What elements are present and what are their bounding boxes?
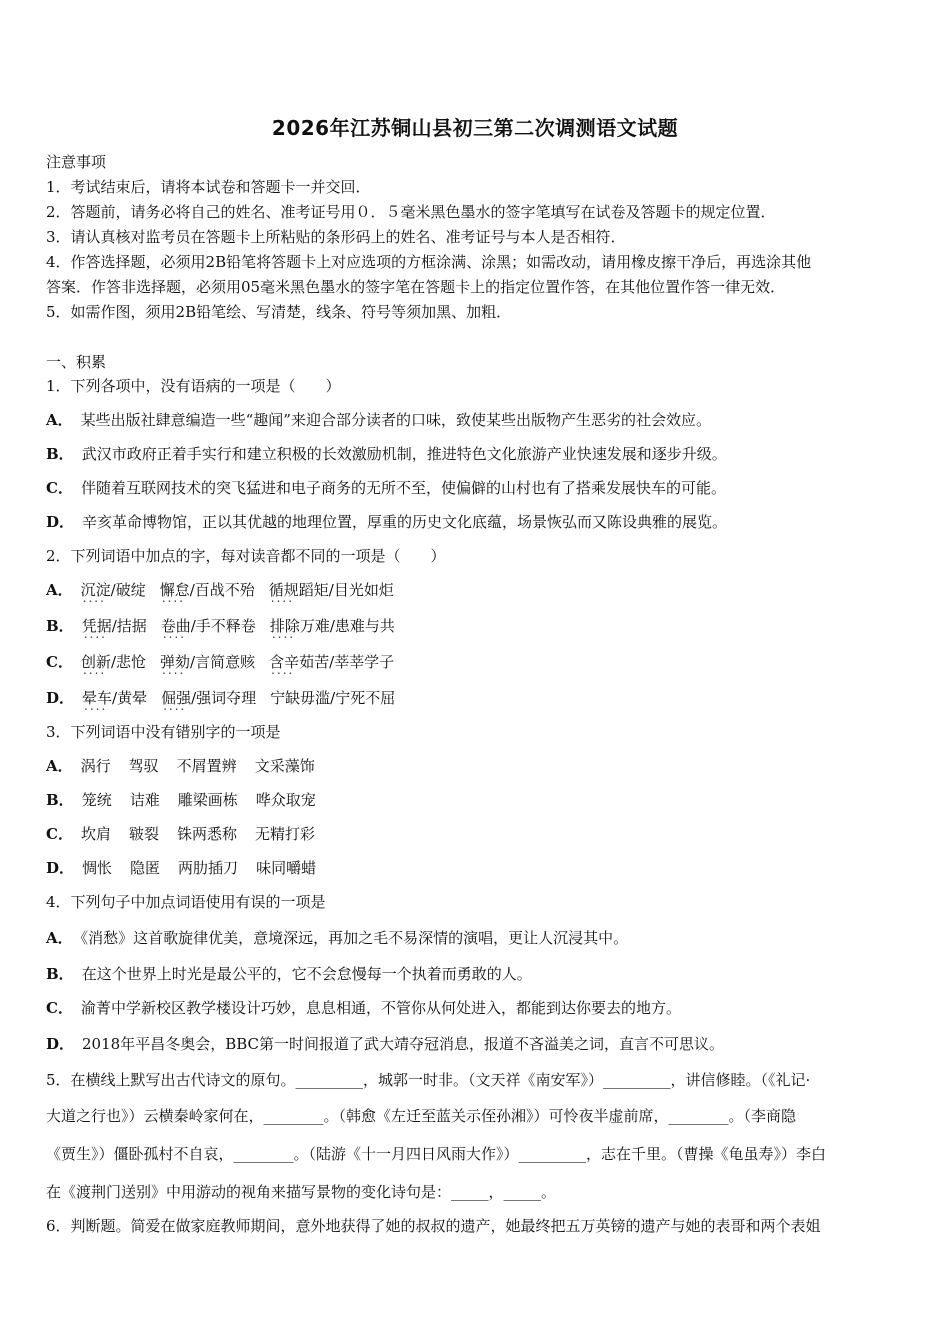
q3-option-a <box>46 756 315 776</box>
q2-option-d <box>46 688 395 708</box>
q1-option-c <box>46 478 726 498</box>
option-word: 笼统 <box>81 791 112 809</box>
q3-option-d <box>46 858 316 878</box>
option-letter: C． <box>46 653 73 671</box>
option-word: 循规蹈矩/目光如炬 .... <box>269 580 394 600</box>
question-6-stem: 6．判断题。简爱在做家庭教师期间，意外地获得了她的叔叔的遗产，她最终把五万英镑的遗产与她的表哥和两个表姐 <box>46 1217 821 1235</box>
option-word: 皲裂 <box>128 825 159 843</box>
option-letter: D． <box>46 859 75 877</box>
option-letter: B． <box>46 791 74 809</box>
question-1-stem: 1．下列各项中，没有语病的一项是（ ） <box>46 377 341 395</box>
option-word: 哗众取宠 <box>255 791 316 809</box>
option-letter: D． <box>46 1035 75 1053</box>
option-word: 卷曲/手不释卷 .... <box>161 616 256 636</box>
option-letter: C． <box>46 999 73 1017</box>
option-letter: B． <box>46 617 74 635</box>
option-word: 排除万难/患难与共 .... <box>270 616 395 636</box>
option-text: 渝菁中学新校区教学楼设计巧妙，息息相通，不管你从何处进入，都能到达你要去的地方。 <box>80 999 681 1017</box>
q3-option-b <box>46 790 316 810</box>
question-5-line: 大道之行也》）云横秦岭家何在，________。（韩愈《左迁至蓝关示侄孙湘》）可怜夜半虚前席，________。（李商隐 <box>46 1107 797 1125</box>
option-word: 含辛茹苦/莘莘学子 .... <box>269 652 394 672</box>
option-letter: A． <box>46 929 73 947</box>
option-word: 晕车/黄晕 .... <box>82 688 147 708</box>
option-word: 倔强/强词夺理 .... <box>161 688 256 708</box>
option-letter: C． <box>46 479 73 497</box>
option-word: 宁缺毋滥/宁死不屈 <box>270 689 396 707</box>
option-word: 沉淀/破绽 .... <box>81 580 146 600</box>
notice-item: 1．考试结束后，请将本试卷和答题卡一并交回． <box>46 178 371 196</box>
q4-option-b <box>46 964 532 984</box>
q4-option-c <box>46 998 681 1018</box>
q1-option-d <box>46 512 727 532</box>
option-word: 诘难 <box>129 791 160 809</box>
option-text: 伴随着互联网技术的突飞猛进和电子商务的无所不至，使偏僻的山村也有了搭乘发展快车的可能。 <box>80 479 726 497</box>
option-word: 雕梁画栋 <box>177 791 238 809</box>
option-text: 武汉市政府正着手实行和建立积极的长效激励机制，推进特色文化旅游产业快速发展和逐步升级。 <box>81 445 727 463</box>
option-word: 味同嚼蜡 <box>256 859 317 877</box>
option-letter: B． <box>46 965 74 983</box>
option-letter: D． <box>46 689 75 707</box>
option-text: 《消愁》这首歌旋律优美，意境深远，再加之毛不易深情的演唱，更让人沉浸其中。 <box>80 929 629 947</box>
q2-option-c <box>46 652 394 672</box>
option-letter: D． <box>46 513 75 531</box>
option-word: 隐匿 <box>130 859 161 877</box>
notice-item: 4．作答选择题，必须用2B铅笔将答题卡上对应选项的方框涂满、涂黑；如需改动，请用橡皮擦干净后，再选涂其他 <box>46 253 812 271</box>
question-5-line: 5．在横线上默写出古代诗文的原句。_________，城郭一时非。（文天祥《南安军》）_________，讲信修睦。（《礼记· <box>46 1071 811 1089</box>
notice-item: 3．请认真核对监考员在答题卡上所粘贴的条形码上的姓名、准考证号与本人是否相符． <box>46 228 626 246</box>
option-letter: A． <box>46 581 73 599</box>
question-4-stem: 4．下列句子中加点词语使用有误的一项是 <box>46 893 326 911</box>
option-word: 涡行 <box>80 757 111 775</box>
option-word: 驾驭 <box>128 757 159 775</box>
option-word: 文采藻饰 <box>254 757 315 775</box>
option-letter: B． <box>46 445 74 463</box>
option-text: 在这个世界上时光是最公平的，它不会怠慢每一个执着而勇敢的人。 <box>81 965 532 983</box>
question-5-line: 在《渡荆门送别》中用游动的视角来描写景物的变化诗句是：_____，_____。 <box>46 1183 557 1201</box>
q1-option-a <box>46 410 711 430</box>
notice-item: 5．如需作图，须用2B铅笔绘、写清楚，线条、符号等须加黑、加粗． <box>46 303 512 321</box>
option-text: 2018年平昌冬奥会，BBC第一时间报道了武大靖夺冠消息，报道不吝溢美之词，直言不可思议。 <box>82 1035 724 1053</box>
page-title: 2026年江苏铜山县初三第二次调测语文试题 <box>271 116 679 140</box>
q4-option-d <box>46 1034 724 1054</box>
option-letter: C． <box>46 825 73 843</box>
q3-option-c <box>46 824 315 844</box>
option-text: 某些出版社肆意编造一些“趣闻”来迎合部分读者的口味，致使某些出版物产生恶劣的社会效应。 <box>80 411 711 429</box>
option-word: 无精打彩 <box>255 825 316 843</box>
option-letter: A． <box>46 411 73 429</box>
q1-option-b <box>46 444 727 464</box>
question-2-stem: 2．下列词语中加点的字，每对读音都不同的一项是（ ） <box>46 547 446 565</box>
option-letter: A． <box>46 757 73 775</box>
option-word: 懈怠/百战不殆 .... <box>160 580 255 600</box>
option-word: 铢两悉称 <box>176 825 237 843</box>
section-heading: 一、积累 <box>46 353 107 371</box>
option-word: 惆怅 <box>82 859 113 877</box>
option-word: 弹劾/言简意赅 .... <box>160 652 255 672</box>
option-word: 两肋插刀 <box>178 859 239 877</box>
notice-heading: 注意事项 <box>46 153 107 171</box>
question-5-line: 《贾生》）僵卧孤村不自哀，________。（陆游《十一月四日风雨大作》）_________，志在千里。（曹操《龟虽寿》）李白 <box>46 1145 827 1163</box>
question-3-stem: 3．下列词语中没有错别字的一项是 <box>46 723 281 741</box>
option-word: 不屑置辨 <box>176 757 237 775</box>
option-word: 坎肩 <box>80 825 111 843</box>
option-word: 创新/悲怆 .... <box>81 652 146 672</box>
q4-option-a <box>46 928 628 948</box>
q2-option-a <box>46 580 394 600</box>
option-word: 凭据/拮据 .... <box>82 616 147 636</box>
q2-option-b <box>46 616 395 636</box>
notice-item: 答案．作答非选择题，必须用05毫米黑色墨水的签字笔在答题卡上的指定位置作答，在其他位置作答一律无效． <box>46 278 786 296</box>
option-text: 辛亥革命博物馆，正以其优越的地理位置，厚重的历史文化底蕴，场景恢弘而又陈设典雅的展览。 <box>82 513 728 531</box>
notice-item: 2．答题前，请务必将自己的姓名、准考证号用０．５毫米黑色墨水的签字笔填写在试卷及答题卡的规定位置． <box>46 203 776 221</box>
